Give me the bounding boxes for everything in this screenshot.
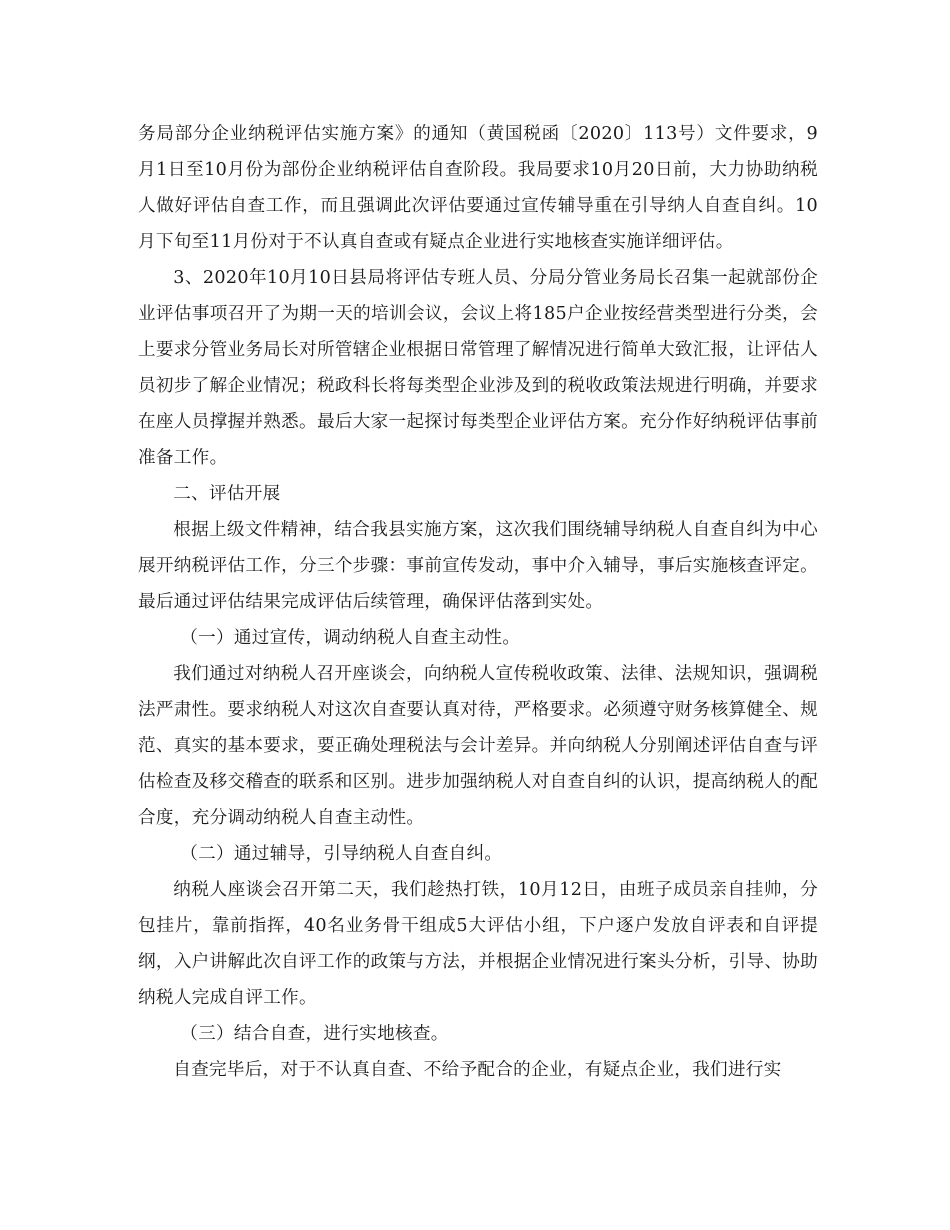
subheading-onsite-check: （三）结合自查，进行实地核查。 — [180, 1024, 449, 1044]
subheading-publicity: （一）通过宣传，调动纳税人自查主动性。 — [180, 628, 521, 648]
subheading-guidance: （二）通过辅导，引导纳税人自查自纠。 — [180, 844, 503, 864]
document-body — [138, 116, 818, 1088]
section-heading-evaluation: 二、评估开展 — [173, 484, 281, 504]
paragraph-1: 务局部分企业纳税评估实施方案》的通知（黄国税函〔2020〕113号）文件要求，9月1日至10月份为部份企业纳税评估自查阶段。我局要求10月20日前，大力协助纳税人做好评估自查工作，而且强调此次评估要通过宣传辅导重在引导纳人自查自纠。10月下旬至11月份对于不认真自查或有疑点企业进行实地核查实施详细评估。 — [138, 124, 818, 252]
paragraph-10: 自查完毕后，对于不认真自查、不给予配合的企业，有疑点企业，我们进行实 — [173, 1060, 782, 1080]
paragraph-4: 根据上级文件精神，结合我县实施方案，这次我们围绕辅导纳税人自查自纠为中心展开纳税评估工作，分三个步骤：事前宣传发动，事中介入辅导，事后实施核查评定。最后通过评估结果完成评估后续管理，确保评估落到实处。 — [138, 520, 818, 612]
paragraph-6: 我们通过对纳税人召开座谈会，向纳税人宣传税收政策、法律、法规知识，强调税法严肃性。要求纳税人对这次自查要认真对待，严格要求。必须遵守财务核算健全、规范、真实的基本要求，要正确处理税法与会计差异。并向纳税人分别阐述评估自查与评估检查及移交稽查的联系和区别。进步加强纳税人对自查自纠的认识，提高纳税人的配合度，充分调动纳税人自查主动性。 — [138, 664, 818, 828]
paragraph-2: 3、2020年10月10日县局将评估专班人员、分局分管业务局长召集一起就部份企业评估事项召开了为期一天的培训会议，会议上将185户企业按经营类型进行分类，会上要求分管业务局长对所管辖企业根据日常管理了解情况进行简单大致汇报，让评估人员初步了解企业情况；税政科长将每类型企业涉及到的税收政策法规进行明确，并要求在座人员撑握并熟悉。最后大家一起探讨每类型企业评估方案。充分作好纳税评估事前准备工作。 — [138, 268, 818, 468]
paragraph-8: 纳税人座谈会召开第二天，我们趁热打铁，10月12日，由班子成员亲自挂帅，分包挂片，靠前指挥，40名业务骨干组成5大评估小组，下户逐户发放自评表和自评提纲，入户讲解此次自评工作的政策与方法，并根据企业情况进行案头分析，引导、协助纳税人完成自评工作。 — [138, 880, 818, 1008]
